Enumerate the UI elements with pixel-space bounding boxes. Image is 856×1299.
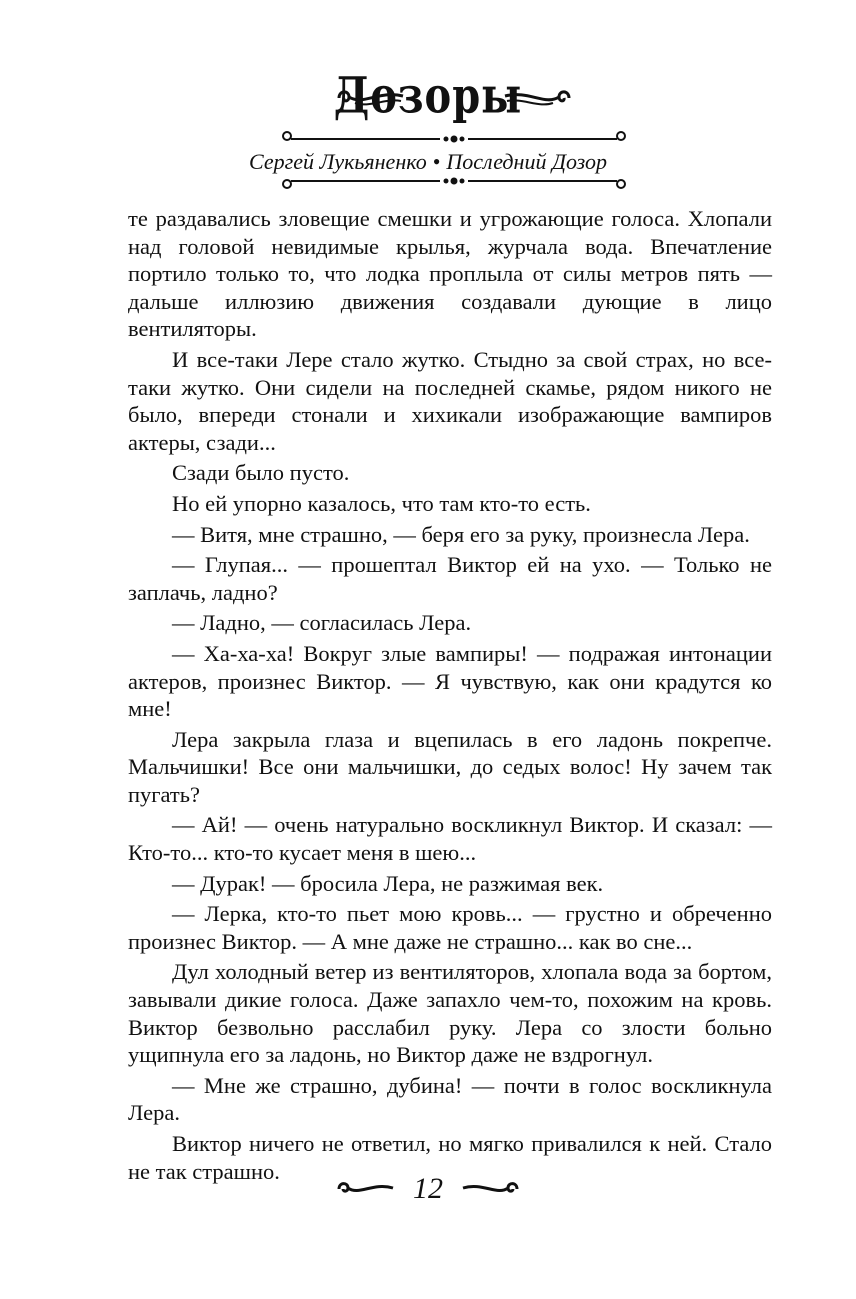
separator-dot: • <box>432 149 441 174</box>
paragraph: Сзади было пусто. <box>172 460 350 486</box>
paragraph: — Ладно, — согласилась Лера. <box>172 610 472 636</box>
series-title: Дозоры <box>333 66 523 125</box>
paragraph: — Ай! — очень натурально воскликнул Виктор. И сказал: — Кто-то... кто-то кусает меня в шею... <box>128 812 772 866</box>
paragraph: — Мне же страшно, дубина! — почти в голос воскликнула Лера. <box>128 1072 772 1126</box>
running-header <box>0 0 856 200</box>
page-number: 12 <box>413 1172 443 1205</box>
paragraph: Лера закрыла глаза и вцепилась в его ладонь покрепче. Мальчишки! Все они мальчишки, до седых волос! Ну зачем так пугать? <box>128 726 772 807</box>
paragraph: — Лерка, кто-то пьет мою кровь... — грустно и обреченно произнес Виктор. — А мне даже не страшно... как во сне... <box>128 901 772 954</box>
paragraph: — Ха-ха-ха! Вокруг злые вампиры! — подражая интонации актеров, произнес Виктор. — Я чувствую, как они крадутся ко мне! <box>128 640 772 722</box>
page-footer <box>0 1172 856 1212</box>
paragraph: Но ей упорно казалось, что там кто-то есть. <box>172 490 591 516</box>
book-title: Последний Дозор <box>446 149 607 174</box>
paragraph: — Дурак! — бросила Лера, не разжимая век. <box>172 870 604 896</box>
paragraph: те раздавались зловещие смешки и угрожающие голоса. Хлопали над головой невидимые крылья, журчала вода. Впечатление портило только то, что лодка проплыла от силы метров пять — дальше иллюзию движения создавали дующие в лицо вентиляторы. <box>128 206 772 342</box>
left-swirl-ornament <box>335 1177 395 1201</box>
author-title-line <box>0 149 856 175</box>
author-name: Сергей Лукьяненко <box>249 149 427 174</box>
paragraph: — Витя, мне страшно, — беря его за руку, произнесла Лера. <box>172 521 750 547</box>
paragraph: Дул холодный ветер из вентиляторов, хлопала вода за бортом, завывали дикие голоса. Даже запахло чем-то, похожим на кровь. Виктор безвольно расслабил руку. Лера со злости больно ущипнула его за ладонь, но Виктор даже не вздрогнул. <box>128 959 772 1068</box>
right-flourish-ornament <box>503 84 573 114</box>
paragraph: И все-таки Лере стало жутко. Стыдно за свой страх, но все-таки жутко. Они сидели на последней скамье, рядом никого не было, впереди стонали и хихикали изображающие вампиров актеры, сзади... <box>128 346 772 455</box>
body-text <box>128 205 772 1185</box>
paragraph: — Глупая... — прошептал Виктор ей на ухо. — Только не заплачь, ладно? <box>128 552 772 605</box>
paragraph: Виктор ничего не ответил, но мягко привалился к ней. Стало не так страшно. <box>128 1131 772 1184</box>
right-swirl-ornament <box>461 1177 521 1201</box>
